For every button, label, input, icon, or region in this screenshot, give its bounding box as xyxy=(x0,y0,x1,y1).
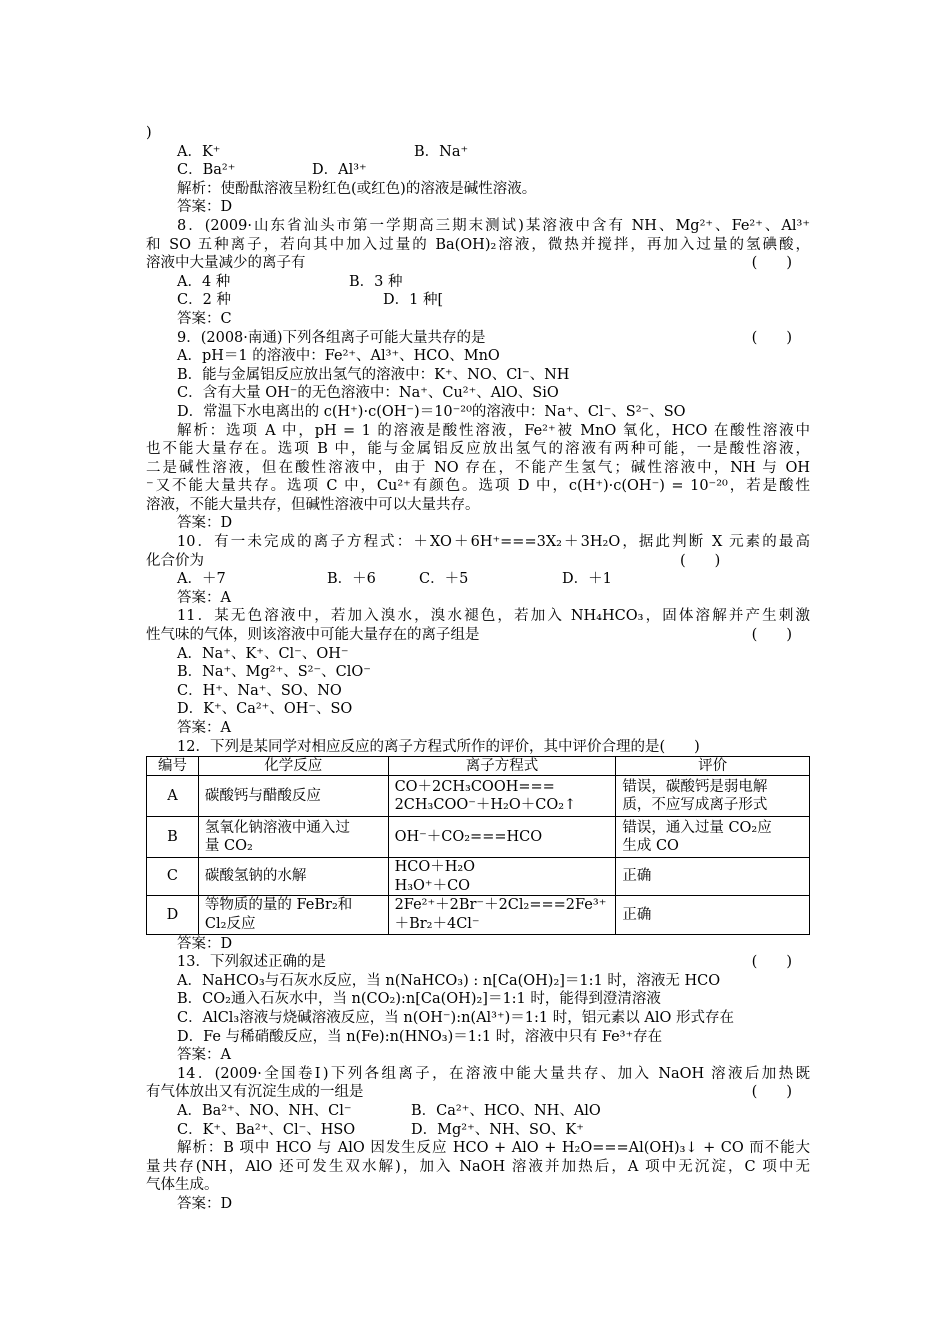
analysis-text: 量共存(NH，AlO 还可发生双水解)，加入 NaOH 溶液并加热后，A 项中无沉淀，C 项中无 xyxy=(146,1158,810,1175)
evaluation-table xyxy=(146,756,810,934)
table-row xyxy=(147,817,810,858)
option-a: A．NaHCO₃与石灰水反应，当 n(NaHCO₃) : n[Ca(OH)₂]＝1:1 时，溶液无 HCO xyxy=(177,972,721,989)
option-row xyxy=(146,143,810,162)
table-cell-id: B xyxy=(147,817,199,858)
answer-text: 答案：D xyxy=(177,935,233,952)
table-cell-reaction: 氢氧化钠溶液中通入过 量 CO₂ xyxy=(198,817,388,858)
table-cell-equation: 2Fe²⁺＋2Br⁻＋2Cl₂===2Fe³⁺ ＋Br₂＋4Cl⁻ xyxy=(388,896,616,934)
option-d: D．常温下水电离出的 c(H⁺)·c(OH⁻)＝10⁻²⁰的溶液中：Na⁺、Cl⁻、S²⁻、SO xyxy=(177,403,686,420)
option-row xyxy=(146,1102,810,1121)
question-text: 11．某无色溶液中，若加入溴水，溴水褪色，若加入 NH₄HCO₃，固体溶解并产生刺激 xyxy=(177,608,810,625)
answer-blank: ( ) xyxy=(751,1084,792,1101)
option-b: B．Na⁺、Mg²⁺、S²⁻、ClO⁻ xyxy=(177,664,371,681)
option-d: D．Fe 与稀硝酸反应，当 n(Fe):n(HNO₃)＝1:1 时，溶液中只有 Fe³⁺存在 xyxy=(177,1028,663,1045)
analysis-text: 二是碱性溶液，但在酸性溶液中，由于 NO 存在，不能产生氢气；碱性溶液中，NH 与 OH xyxy=(146,459,810,476)
question-text: 12．下列是某同学对相应反应的离子方程式所作的评价，其中评价合理的是( ) xyxy=(177,738,700,755)
option-b: B．能与金属铝反应放出氢气的溶液中：K⁺、NO、Cl⁻、NH xyxy=(177,366,570,383)
option-c: C．H⁺、Na⁺、SO、NO xyxy=(177,682,342,699)
analysis-text: 气体生成。 xyxy=(146,1177,219,1194)
option-c: C．＋5 xyxy=(419,571,469,588)
option-row xyxy=(146,161,810,180)
option-d: D．1 种[ xyxy=(383,292,444,309)
text-line: ) xyxy=(146,125,152,141)
answer-blank: ( ) xyxy=(751,954,792,971)
question-text: 9．(2008·南通)下列各组离子可能大量共存的是 ( ) xyxy=(177,329,792,346)
analysis-text: 也不能大量存在。选项 B 中，能与金属铝反应放出氢气的溶液有两种可能，一是酸性溶液， xyxy=(146,441,810,458)
table-row xyxy=(147,858,810,896)
answer-text: 答案：A xyxy=(177,720,231,736)
question-text: 化合价为 ( ) xyxy=(146,552,721,569)
option-b: B．＋6 xyxy=(327,571,376,588)
option-d: D．＋1 xyxy=(562,571,612,588)
option-b: B．3 种 xyxy=(349,273,403,290)
option-c: C．AlCl₃溶液与烧碱溶液反应，当 n(OH⁻):n(Al³⁺)＝1:1 时，铝元素以 AlO 形式存在 xyxy=(177,1009,734,1026)
table-cell-id: C xyxy=(147,858,199,896)
table-cell-reaction: 碳酸氢钠的水解 xyxy=(198,858,388,896)
question-text: 有气体放出又有沉淀生成的一组是 ( ) xyxy=(146,1084,792,1101)
document-page xyxy=(146,124,810,1213)
table-cell-reaction: 等物质的量的 FeBr₂和 Cl₂反应 xyxy=(198,896,388,934)
analysis-text: 解析：使酚酞溶液呈粉红色(或红色)的溶液是碱性溶液。 xyxy=(177,180,537,197)
option-c: C．含有大量 OH⁻的无色溶液中：Na⁺、Cu²⁺、AlO、SiO xyxy=(177,385,559,402)
table-header: 离子方程式 xyxy=(388,757,616,776)
table-row xyxy=(147,776,810,817)
option-a: A．Ba²⁺、NO、NH、Cl⁻ xyxy=(177,1102,352,1119)
question-text: 10．有一未完成的离子方程式：＋XO＋6H⁺===3X₂＋3H₂O，据此判断 X 元素的最高 xyxy=(177,534,810,551)
table-cell-comment: 正确 xyxy=(616,858,810,896)
table-cell-equation: OH⁻＋CO₂===HCO xyxy=(388,817,616,858)
analysis-text: 解析：选项 A 中，pH = 1 的溶液是酸性溶液，Fe²⁺被 MnO 氧化，HCO 在酸性溶液中 xyxy=(177,422,810,439)
answer-blank: ( ) xyxy=(680,552,721,569)
answer-text: 答案：C xyxy=(177,310,232,327)
question-text: 14．(2009·全国卷Ⅰ)下列各组离子，在溶液中能大量共存、加入 NaOH 溶液后加热既 xyxy=(177,1065,810,1082)
option-row xyxy=(146,273,810,292)
answer-text: 答案：D xyxy=(177,199,233,216)
answer-blank: ( ) xyxy=(751,255,792,272)
answer-blank: ( ) xyxy=(751,627,792,644)
question-text: 13．下列叙述正确的是 ( ) xyxy=(177,954,792,971)
option-row xyxy=(146,570,810,589)
table-cell-equation: CO＋2CH₃COOH=== 2CH₃COO⁻＋H₂O＋CO₂↑ xyxy=(388,776,616,817)
table-cell-reaction: 碳酸钙与醋酸反应 xyxy=(198,776,388,817)
option-a: A．＋7 xyxy=(177,571,226,588)
option-d: D．Mg²⁺、NH、SO、K⁺ xyxy=(411,1121,584,1138)
option-c: C．K⁺、Ba²⁺、Cl⁻、HSO xyxy=(177,1121,356,1138)
answer-text: 答案：D xyxy=(177,515,233,532)
option-b: B．Ca²⁺、HCO、NH、AlO xyxy=(411,1102,601,1119)
option-b: B．CO₂通入石灰水中，当 n(CO₂):n[Ca(OH)₂]＝1:1 时，能得到澄清溶液 xyxy=(177,991,661,1008)
option-row xyxy=(146,1121,810,1140)
table-row xyxy=(147,896,810,934)
analysis-text: 解析：B 项中 HCO 与 AlO 因发生反应 HCO + AlO + H₂O===Al(OH)₃↓ + CO 而不能大 xyxy=(177,1140,810,1157)
table-cell-comment: 错误，碳酸钙是弱电解 质，不应写成离子形式 xyxy=(616,776,810,817)
table-header: 编号 xyxy=(147,757,199,776)
table-header: 化学反应 xyxy=(198,757,388,776)
answer-text: 答案：A xyxy=(177,1047,231,1064)
question-text: 溶液中大量减少的离子有 ( ) xyxy=(146,255,792,272)
option-d: D．Al³⁺ xyxy=(312,162,367,179)
table-cell-id: D xyxy=(147,896,199,934)
option-c: C．2 种 xyxy=(177,292,231,309)
table-cell-equation: HCO＋H₂O H₃O⁺＋CO xyxy=(388,858,616,896)
analysis-text: 溶液，不能大量共存，但碱性溶液中可以大量共存。 xyxy=(146,496,480,513)
analysis-text: ⁻又不能大量共存。选项 C 中，Cu²⁺有颜色。选项 D 中，c(H⁺)·c(OH⁻) = 10⁻²⁰，若是酸性 xyxy=(146,478,810,495)
option-b: B．Na⁺ xyxy=(414,143,469,160)
table-cell-id: A xyxy=(147,776,199,817)
option-row xyxy=(146,291,810,310)
option-a: A．4 种 xyxy=(177,273,231,290)
answer-text: 答案：D xyxy=(177,1195,233,1212)
table-header-row xyxy=(147,757,810,776)
option-c: C．Ba²⁺ xyxy=(177,162,236,179)
question-text: 和 SO 五种离子，若向其中加入过量的 Ba(OH)₂溶液，微热并搅拌，再加入过量的氢碘酸， xyxy=(146,236,810,253)
option-a: A．Na⁺、K⁺、Cl⁻、OH⁻ xyxy=(177,645,349,662)
option-a: A．K⁺ xyxy=(177,143,221,160)
table-cell-comment: 错误，通入过量 CO₂应 生成 CO xyxy=(616,817,810,858)
table-header: 评价 xyxy=(616,757,810,776)
question-text: 8．(2009·山东省汕头市第一学期高三期末测试)某溶液中含有 NH、Mg²⁺、Fe²⁺、Al³⁺ xyxy=(177,217,810,234)
answer-text: 答案：A xyxy=(177,589,231,606)
question-text: 性气味的气体，则该溶液中可能大量存在的离子组是 ( ) xyxy=(146,627,792,644)
option-d: D．K⁺、Ca²⁺、OH⁻、SO xyxy=(177,701,353,718)
option-a: A．pH＝1 的溶液中：Fe²⁺、Al³⁺、HCO、MnO xyxy=(177,348,500,365)
answer-blank: ( ) xyxy=(751,329,792,346)
table-cell-comment: 正确 xyxy=(616,896,810,934)
